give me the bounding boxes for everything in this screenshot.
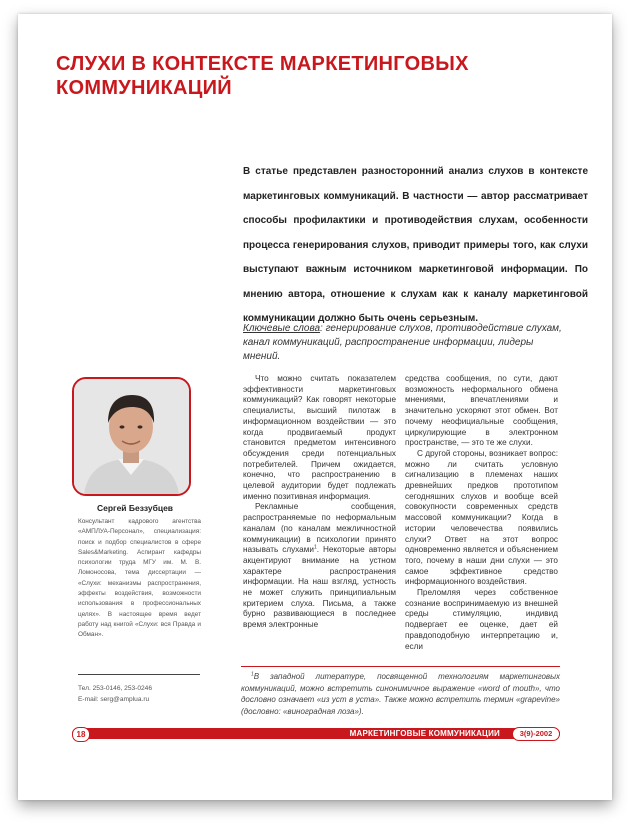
keywords — [243, 322, 563, 364]
keywords-label: Ключевые слова — [243, 323, 321, 334]
paragraph: средства сообщения, по сути, дают возможность неформального обмена мнениями, впечатлениями и значительно ускоряют этот обмен. Вот почему неофициальные сообщения, циркулирующие в электронном пространстве, — это те же слухи. — [405, 374, 558, 448]
paragraph: Преломляя через собственное сознание воспринимаемую из внешней среды стимуляцию, индивид подвергает ее оценке, дает ей правдоподобную интерпретацию и, если — [405, 588, 558, 651]
footnote-body: В западной литературе, посвященной технологиям маркетинговых коммуникаций, можно встретить синонимичное выражение «word of mouth», что дословно означает «из уст в уста». Также можно встретить термин «grapevine» (дословно: «виноградная лоза»). — [241, 672, 560, 716]
section-name: МАРКЕТИНГОВЫЕ КОММУНИКАЦИИ — [349, 729, 500, 738]
paragraph: Что можно считать показателем эффективности маркетинговых коммуникаций? Как говорят некоторые специалисты, высший пилотаж в информационном воздействии — это когда продвигаемый продукт становится предметом интенсивного обсуждения среди потенциальных потребителей. Причем ожидается, конечно, что распространению в целевой аудитории будет подлежать именно позитивная информация. — [243, 374, 396, 501]
author-name: Сергей Беззубцев — [96, 503, 174, 513]
author-email[interactable]: E-mail: serg@amplua.ru — [78, 695, 150, 703]
page-number: 18 — [72, 727, 90, 742]
keywords-text: : генерирование слухов, противодействие слухам, канал коммуникаций, распространение информации, лидеры мнений. — [243, 323, 562, 362]
footnote-text — [241, 671, 560, 717]
author-phone: Тел. 253-0146, 253-0246 — [78, 685, 153, 692]
author-photo — [72, 377, 191, 496]
paragraph — [243, 502, 396, 630]
footnote — [241, 666, 560, 717]
paragraph-text: Рекламные сообщения, распространяемые по неформальным каналам (по каналам межличностной коммуникации) в психологии принято называть слухами — [243, 502, 396, 555]
text-column-2 — [405, 374, 558, 652]
author-contacts — [78, 684, 203, 705]
paragraph-text: . Некоторые авторы акцентируют внимание на устном характере распространения информации. На наш взгляд, устность не может служить принципиальным критерием слуха. Письма, а также бурно развивающиеся в последнее время электронные — [243, 545, 397, 630]
issue-number: 3(9)-2002 — [512, 727, 560, 741]
author-bio: Консультант кадрового агентства «АМПЛУА-Персонал», специализация: поиск и подбор специалистов в сфере Sales&Marketing. Аспирант кафедры психологии труда МГУ им. М. В. Ломоносова, тема диссертации — «Слухи: механизмы распространения, эффекты воздействия, возможности использования в профессиональных целях». В настоящее время ведет работу над книгой «Слухи: вся Правда и Обман». — [78, 518, 201, 639]
article-abstract: В статье представлен разносторонний анализ слухов в контексте маркетинговых коммуникаций. В частности — автор рассматривает способы профилактики и противодействия слухам, особенности процесса генерирования слухов, приводит примеры того, как слухи выступают важным источником маркетинговой информации. По мнению автора, отношение к слухам как к каналу маркетинговой коммуникации должно быть очень серьезным. — [243, 166, 588, 324]
text-column-1 — [243, 374, 396, 631]
contacts-divider — [78, 674, 200, 675]
footnote-ref: 1 — [313, 544, 317, 551]
article-title: СЛУХИ В КОНТЕКСТЕ МАРКЕТИНГОВЫХ КОММУНИКАЦИЙ — [56, 53, 469, 99]
paragraph: С другой стороны, возникает вопрос: можно ли считать условную сигнализацию в племенах наших древнейших предков прототипом сегодняшних слухов и вообще всей совокупности современных средств массовой коммуникации? Когда в истории человечества появились слухи? Ответ на этот вопрос одновременно является и объяснением того, почему в наши дни слухи — это самое эффективное средство информационного воздействия. — [405, 448, 559, 587]
author-portrait-icon — [74, 379, 189, 494]
footnote-mark: 1 — [251, 671, 254, 678]
